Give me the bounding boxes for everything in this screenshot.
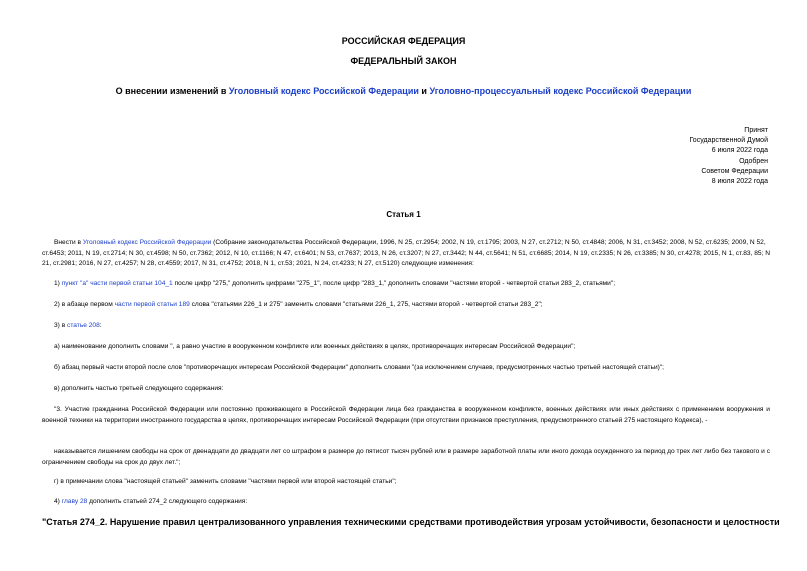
document-type-heading: ФЕДЕРАЛЬНЫЙ ЗАКОН: [350, 56, 457, 66]
approved-by: Советом Федерации: [701, 167, 768, 175]
article-intro: [42, 238, 770, 270]
quoted-penalty: наказывается лишением свободы на срок от двенадцати до двадцати лет со штрафом в размере до пятисот тысяч рублей или в размере заработной платы или иного дохода осужденного за период до трех лет либо без такового и с ограничением свободы на срок до двух лет.";: [42, 448, 770, 466]
law-title-mid: и: [418, 86, 430, 96]
country-heading: РОССИЙСКАЯ ФЕДЕРАЦИЯ: [341, 36, 466, 46]
new-article-title: "Статья 274_2. Нарушение правил централизованного управления техническими средствами противодействия угрозам устойчивости, безопасности и целостности: [42, 517, 780, 527]
approved-label: Одобрен: [739, 157, 768, 165]
item1-link[interactable]: пункт "а" части первой статьи 104_1: [61, 280, 173, 287]
item2-link[interactable]: части первой статьи 189: [114, 301, 190, 308]
item3-suffix: :: [99, 322, 102, 329]
item4-prefix: 4): [54, 498, 62, 505]
item-2: [42, 300, 770, 311]
criminal-code-link[interactable]: Уголовный кодекс Российской Федерации: [228, 86, 419, 96]
item-4: [42, 497, 770, 508]
law-title-prefix: О внесении изменений в: [115, 86, 229, 96]
intro-rest: (Собрание законодательства Российской Федерации, 1996, N 25, ст.2954; 2002, N 19, ст.1795; 2003, N 27, ст.2712; N 50, ст.4848; 2006, N 31, ст.3452; 2008, N 52, ст.6235; 2009, N 52, ст.6453; 2011, N 19, ст.2714; N 30, ст.4598; N 50, ст.7362; 2012, N 10, ст.1166; N 47, ст.6401; N 53, ст.7637; 2013, N 26, ст.3207; N 27, ст.3442; N 44, ст.5641; N 51, ст.6685; 2014, N 19, ст.2335; N 26, ст.3385; N 30, ст.4278; 2015, N 1, ст.83, 85; N 21, ст.2981; 2016, N 27, ст.4257; N 28, ст.4559; 2017, N 31, ст.4752; 2018, N 1, ст.53; 2021, N 24, ст.4233; N 27, ст.5120) следующие изменения:: [42, 239, 770, 267]
item-3: [42, 321, 770, 332]
item3-prefix: 3) в: [54, 322, 68, 329]
item2-rest: слова "статьями 226_1 и 275" заменить словами "статьями 226_1, 275, частями второй - четвертой статьи 283_2";: [189, 301, 543, 308]
adoption-block: [689, 126, 768, 187]
law-title: [0, 86, 807, 96]
article-heading: Статья 1: [386, 210, 421, 219]
subitem-v: в) дополнить частью третьей следующего содержания:: [54, 385, 224, 392]
subitem-a: а) наименование дополнить словами ", а равно участие в вооруженном конфликте или военных действиях в целях, противоречащих интересам Российской Федерации";: [54, 343, 576, 350]
criminal-procedure-code-link[interactable]: Уголовно-процессуальный кодекс Российской Федерации: [429, 86, 692, 96]
item3-link[interactable]: статье 208: [67, 322, 100, 329]
subitem-b: б) абзац первый части второй после слов "противоречащих интересам Российской Федерации" дополнить словами "(за исключением случаев, предусмотренных частью третьей настоящей статьи)";: [54, 364, 665, 371]
adopted-date: 6 июля 2022 года: [711, 147, 768, 155]
quoted-part-3: "3. Участие гражданина Российской Федерации или постоянно проживающего в Российской Федерации лица без гражданства в вооруженном конфликте, военных действиях или иных действиях с применением вооружения и военной техники на территории иностранного государства в целях, противоречащих интересам Российской Федерации (при отсутствии признаков преступления, предусмотренного статьей 275 настоящего Кодекса), -: [42, 406, 770, 424]
subitem-g: г) в примечании слова "настоящей статьей" заменить словами "частями первой или второй настоящей статьи";: [54, 478, 397, 485]
item1-rest: после цифр "275," дополнить цифрами "275_1", после цифр "283_1," дополнить словами "частями второй - четвертой статьи 283_2, статьями";: [172, 280, 616, 287]
item1-num: 1): [54, 280, 62, 287]
item4-rest: дополнить статьей 274_2 следующего содержания:: [87, 498, 248, 505]
item4-link[interactable]: главу 28: [61, 498, 88, 505]
adopted-label: Принят: [744, 127, 768, 134]
intro-prefix: Внести в: [54, 239, 83, 246]
item-1: [42, 279, 770, 290]
approved-date: 8 июля 2022 года: [711, 178, 768, 186]
intro-criminal-code-link[interactable]: Уголовный кодекс Российской Федерации: [82, 239, 212, 246]
adopted-by: Государственной Думой: [689, 137, 768, 145]
item2-prefix: 2) в абзаце первом: [54, 301, 115, 308]
